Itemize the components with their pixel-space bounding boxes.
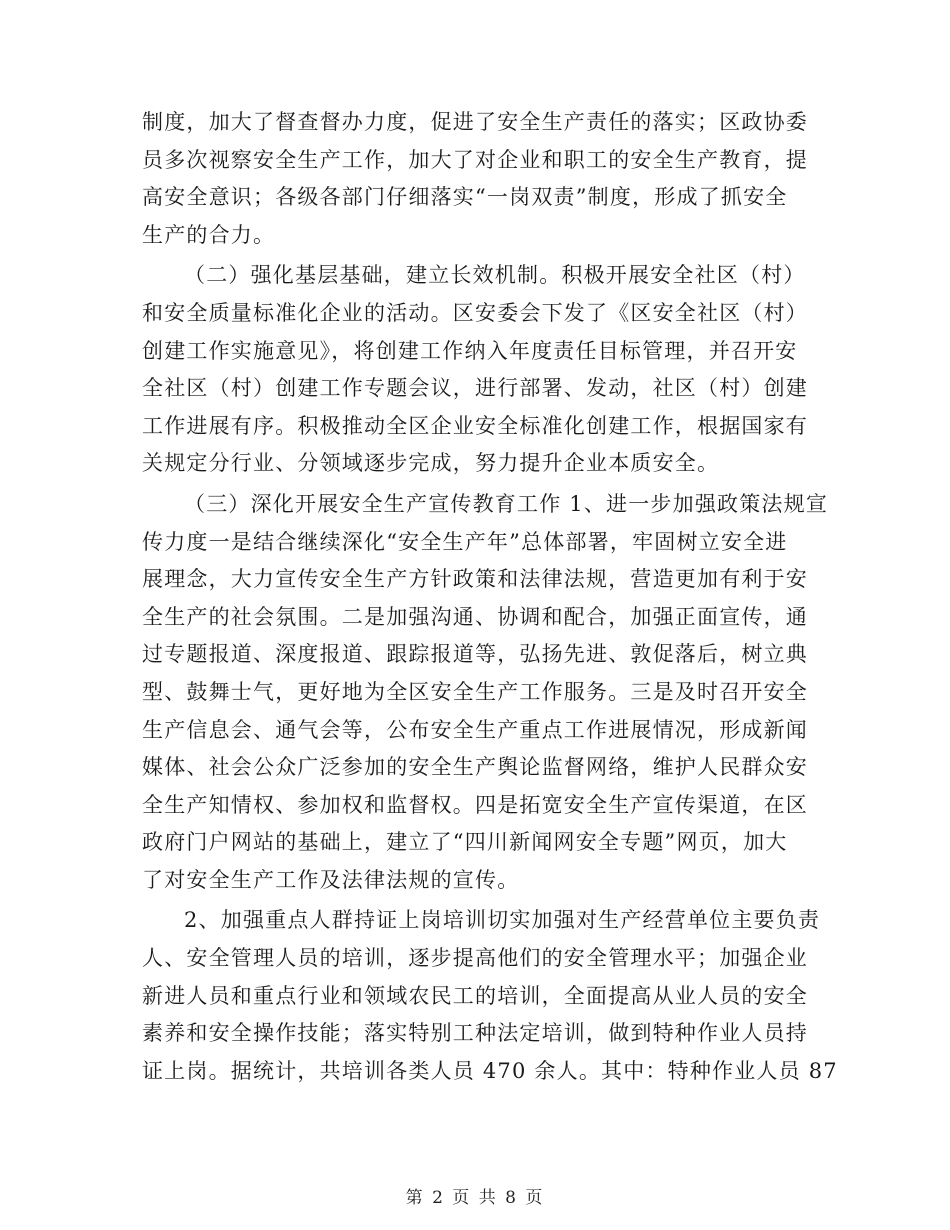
text-line: 型、鼓舞士气，更好地为全区安全生产工作服务。三是及时召开安全 [142, 679, 808, 704]
text-line: 新进人员和重点行业和领域农民工的培训，全面提高从业人员的安全 [142, 983, 808, 1008]
paragraph-2 [142, 257, 808, 483]
text-line: 人、安全管理人员的培训，逐步提高他们的安全管理水平；加强企业 [142, 946, 808, 971]
text-line: 制度，加大了督查督办力度，促进了安全生产责任的落实；区政协委 [142, 110, 808, 134]
document-body [142, 104, 838, 1090]
text-line: 政府门户网站的基础上，建立了“四川新闻网安全专题”网页，加大 [142, 830, 788, 855]
text-line: 传力度一是结合继续深化“安全生产年”总体部署，牢固树立安全进 [142, 529, 788, 554]
text-line: 了对安全生产工作及法律法规的宣传。 [142, 867, 520, 892]
text-line: 证上岗。据统计，共培训各类人员 470 余人。其中：特种作业人员 87 [142, 1058, 838, 1083]
text-line: （二）强化基层基础，建立长效机制。积极开展安全社区（村） [184, 263, 806, 288]
text-line: 工作进展有序。积极推动全区企业安全标准化创建工作，根据国家有 [142, 413, 808, 438]
page-number-footer: 第 2 页 共 8 页 [405, 1188, 545, 1208]
paragraph-3 [142, 486, 829, 900]
text-line: 和安全质量标准化企业的活动。区安委会下发了《区安全社区（村） [142, 300, 808, 325]
text-line: 高安全意识；各级各部门仔细落实“一岗双责”制度，形成了抓安全 [142, 185, 788, 210]
text-line: 生产信息会、通气会等，公布安全生产重点工作进展情况，形成新闻 [142, 717, 808, 742]
text-line: 全社区（村）创建工作专题会议，进行部署、发动，社区（村）创建 [142, 376, 808, 401]
text-line: 过专题报道、深度报道、跟踪报道等，弘扬先进、敦促落后，树立典 [142, 642, 808, 667]
text-line: 全生产的社会氛围。二是加强沟通、协调和配合，加强正面宣传，通 [142, 604, 808, 629]
text-line: 全生产知情权、参加权和监督权。四是拓宽安全生产宣传渠道，在区 [142, 792, 808, 817]
text-line: 素养和安全操作技能；落实特别工种法定培训，做到特种作业人员持 [142, 1021, 808, 1046]
paragraph-1 [142, 104, 808, 254]
text-line: 生产的合力。 [142, 222, 276, 247]
paragraph-4 [142, 902, 838, 1090]
text-line: 关规定分行业、分领域逐步完成，努力提升企业本质安全。 [142, 451, 720, 476]
text-line: （三）深化开展安全生产宣传教育工作 1、进一步加强政策法规宣 [184, 491, 829, 516]
text-line: 2、加强重点人群持证上岗培训切实加强对生产经营单位主要负责 [184, 908, 821, 933]
text-line: 展理念，大力宣传安全生产方针政策和法律法规，营造更加有利于安 [142, 567, 808, 592]
text-line: 创建工作实施意见》，将创建工作纳入年度责任目标管理，并召开安 [142, 338, 798, 363]
text-line: 媒体、社会公众广泛参加的安全生产舆论监督网络，维护人民群众安 [142, 755, 808, 780]
text-line: 员多次视察安全生产工作，加大了对企业和职工的安全生产教育，提 [142, 147, 808, 172]
